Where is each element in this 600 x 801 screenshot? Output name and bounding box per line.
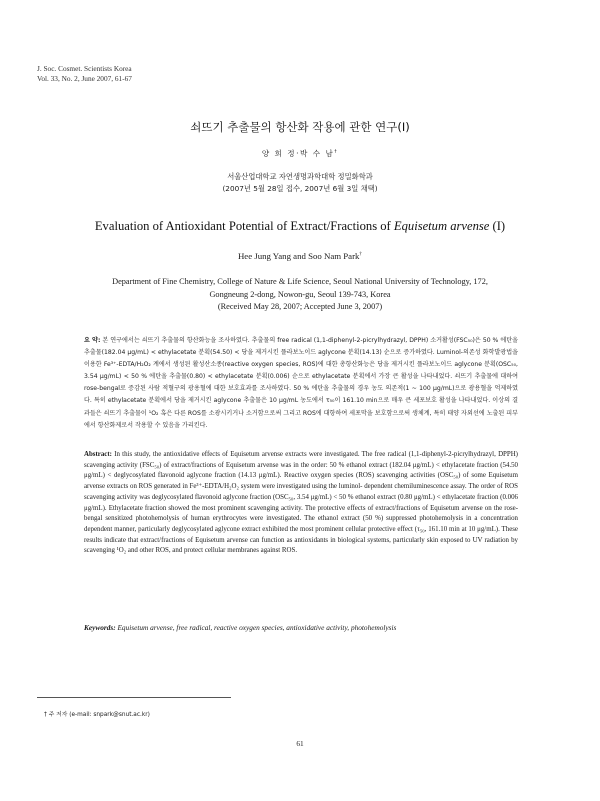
korean-author-names: 양 희 정·박 수 남 bbox=[261, 149, 335, 158]
korean-author-mark: † bbox=[334, 149, 339, 155]
korean-received: (2007년 5월 28일 접수, 2007년 6월 3일 채택) bbox=[222, 184, 378, 193]
keywords bbox=[84, 623, 518, 632]
english-title bbox=[0, 219, 600, 234]
english-abstract bbox=[84, 450, 518, 557]
footnote: † 주 저자 (e-mail: snpark@snut.ac.kr) bbox=[44, 712, 150, 718]
keywords-text: Equisetum arvense, free radical, reactive oxygen species, antioxidative activity, photohemolysis bbox=[117, 623, 397, 632]
english-title-species: Equisetum arvense bbox=[393, 219, 490, 233]
keywords-label: Keywords: bbox=[84, 623, 116, 632]
footnote-divider bbox=[37, 697, 231, 698]
korean-abstract-label: 요 약: bbox=[84, 337, 101, 344]
korean-affiliation: 서울산업대학교 자연생명과학대학 정밀화학과 bbox=[227, 172, 373, 181]
english-author-mark: † bbox=[359, 251, 363, 258]
english-title-prefix: Evaluation of Antioxidant Potential of Extract/Fractions of bbox=[94, 219, 394, 233]
english-author-names: Hee Jung Yang and Soo Nam Park bbox=[237, 251, 360, 261]
korean-authors bbox=[0, 148, 600, 159]
english-affiliation-line2: Gongneung 2-dong, Nowon-gu, Seoul 139-743, Korea bbox=[209, 289, 391, 299]
english-received: (Received May 28, 2007; Accepted June 3, 2007) bbox=[217, 302, 383, 311]
english-abstract-text: In this study, the antioxidative effects of Equisetum arvense extracts were investigated. The free radical (1,1-diphenyl-2-picrylhydrazyl, DPPH) scavenging activity (FSC₅₀) of extract/fractions of Equisetum arvense was in the order: 50 % ethanol extract (182.04 μg/mL) < ethylacetate fraction (54.50 μg/mL) < deglycosylated flavonoid aglycone fraction (14.13 μg/mL). Reactive oxygen species (ROS) scavenging activities (OSC₅₀) of some Equisetum arvense extracts on ROS generated in Fe³⁺-EDTA/H₂O₂ system were investigated using the luminol- dependent chemiluminescence assay. The order of ROS scavenging activity was deglycosylated flavonoid aglycone fraction (OSC₅₀, 3.54 μg/mL) < 50 % ethanol extract (0.80 μg/mL) < ethylacetate fraction (0.006 μg/mL). Ethylacetate fraction showed the most prominent scavenging activity. The protective effects of extract/fractions of Equisetum arvense on the rose-bengal sensitized photohemolysis of human erythrocytes were investigated. The ethanol extract (50 %) suppressed photohemolysis in a concentration dependent manner, particularly deglycosylated aglycone extract exhibited the most prominent cellular protective effect (τ₅₀, 161.10 min at 10 μg/mL). These results indicate that extract/fractions of Equisetum arvense can function as antioxidants in biological systems, particularly skin exposed to UV radiation by scavenging ¹O₂ and other ROS, and protect cellular membranes against ROS. bbox=[84, 451, 518, 555]
page-number: 61 bbox=[296, 739, 304, 748]
journal-citation bbox=[37, 64, 132, 83]
korean-affiliation-block bbox=[0, 171, 600, 195]
english-title-suffix: (I) bbox=[489, 219, 506, 233]
korean-title: 쇠뜨기 추출물의 항산화 작용에 관한 연구(I) bbox=[190, 120, 410, 134]
korean-abstract bbox=[84, 335, 518, 432]
journal-name: J. Soc. Cosmet. Scientists Korea bbox=[37, 64, 132, 73]
english-affiliation-line1: Department of Fine Chemistry, College of Nature & Life Science, Seoul National University of Technology, 172, bbox=[112, 277, 488, 286]
english-affiliation-block bbox=[0, 276, 600, 314]
journal-volume: Vol. 33, No. 2, June 2007, 61-67 bbox=[37, 73, 132, 83]
english-abstract-label: Abstract: bbox=[84, 451, 112, 458]
korean-abstract-text: 본 연구에서는 쇠뜨기 추출물의 항산화능을 조사하였다. 추출물의 free radical (1,1-diphenyl-2-picrylhydrazyl, DPPH) 소거활성(FSC₅₀)은 50 % 에탄올 추출물(182.04 μg/mL) < ethylacetate 분획(54.50) < 당을 제거시킨 플라보노이드 aglycone 분획(14.13) 순으로 증가하였다. Luminol-의존성 화학발광법을 이용한 Fe³⁺-EDTA/H₂O₂ 계에서 생성된 활성산소종(reactive oxygen species, ROS)에 대한 총항산화능은 당을 제거시킨 플라보노이드 aglycone 분획(OSC₅₀, 3.54 μg/mL) < 50 % 에탄올 추출물(0.80) < ethylacetate 분획(0.006) 순으로 ethylacetate 분획에서 가장 큰 활성을 나타내었다. 쇠뜨기 추출물에 대하여 rose-bengal로 증감된 사람 적혈구의 광용혈에 대한 보호효과를 조사하였다. 50 % 에탄올 추출물의 경우 농도 의존적(1 ~ 100 μg/mL)으로 광용혈을 억제하였다. 특히 ethylacetate 분획에서 당을 제거시킨 aglycone 추출물은 10 μg/mL 농도에서 τ₅₀이 161.10 min으로 매우 큰 세포보호 활성을 나타내었다. 이상의 결과들은 쇠뜨기 추출물이 ¹O₂ 혹은 다른 ROS를 소광시키거나 소거함으로써 그리고 ROS에 대항하여 세포막을 보호함으로써 생체계, 특히 태양 자외선에 노출된 피부에서 항산화제로서 작용할 수 있음을 가리킨다. bbox=[84, 337, 518, 429]
english-authors bbox=[0, 251, 600, 261]
